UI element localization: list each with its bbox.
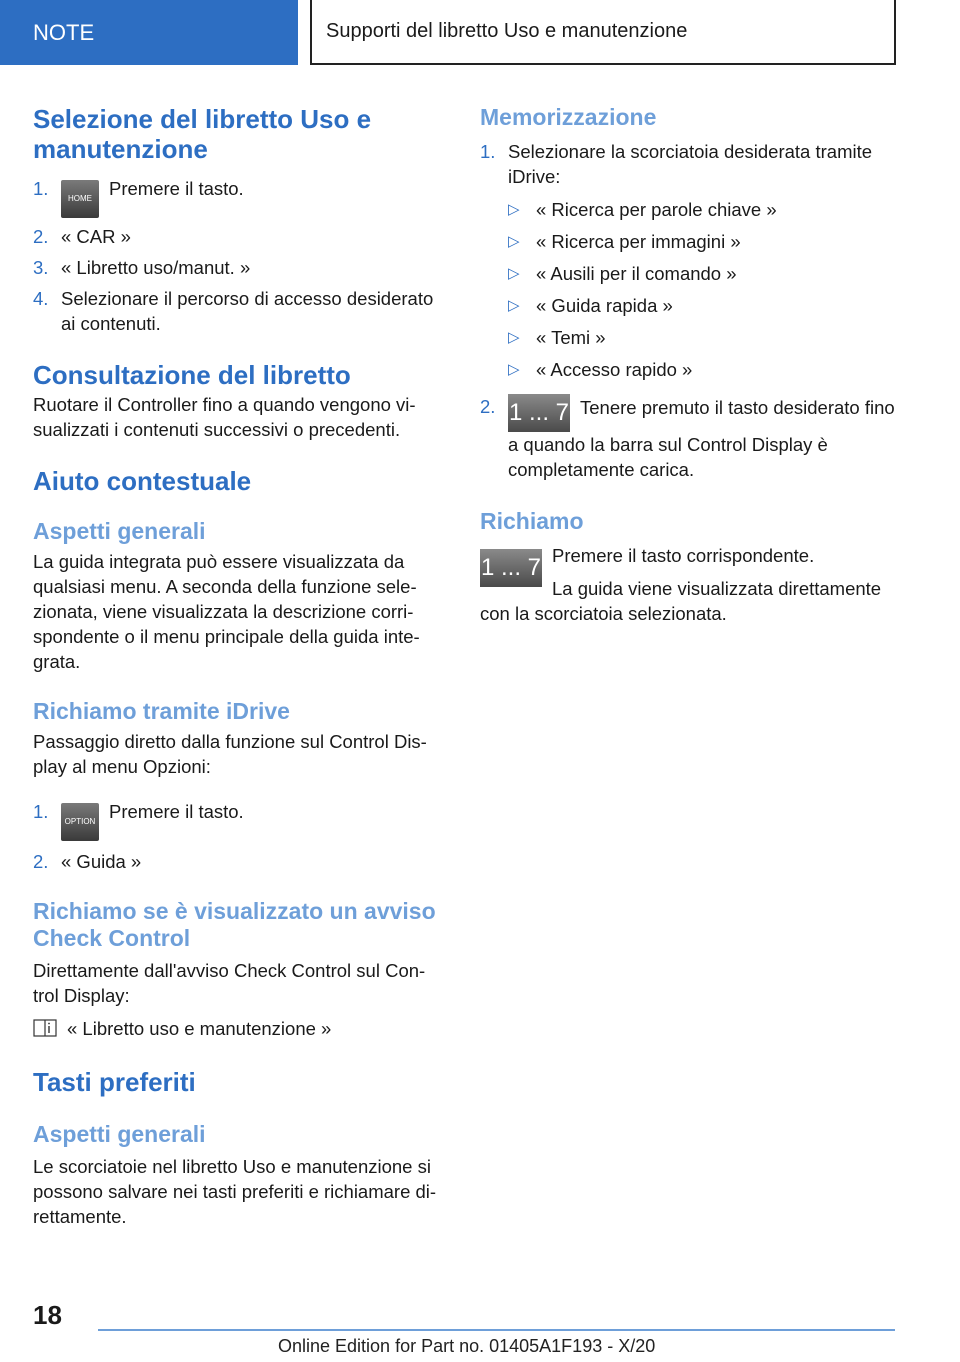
list-item	[508, 197, 910, 222]
check-control-item	[33, 1016, 445, 1041]
list-item	[33, 255, 445, 280]
bullet-text: « Accesso rapido »	[536, 359, 693, 380]
step-number: 1.	[33, 178, 49, 199]
book-info-icon	[33, 1018, 57, 1038]
triangle-bullet-icon: ▷	[508, 297, 520, 314]
subsection-title-richiamo: Richiamo	[480, 508, 584, 534]
step-text: Selezionare la scorciatoia desiderata tramite iDrive:	[508, 141, 873, 187]
tasti-text: Le scorciatoie nel libretto Uso e manutenzione si possono salvare nei tasti preferiti e richiamare di-rettamente.	[33, 1156, 437, 1227]
step-text: « Libretto uso/manut. »	[61, 257, 251, 278]
subsection-title-memorizzazione: Memorizzazione	[480, 104, 657, 130]
list-item	[33, 224, 445, 249]
step-text: « Guida »	[61, 851, 142, 872]
left-column	[33, 100, 445, 1229]
step-number: 1.	[33, 801, 49, 822]
page-number: 18	[33, 1300, 62, 1330]
triangle-bullet-icon: ▷	[508, 329, 520, 346]
subsection-title-aspetti-2: Aspetti generali	[33, 1121, 206, 1147]
triangle-bullet-icon: ▷	[508, 201, 520, 218]
list-item	[480, 394, 910, 482]
step-number: 2.	[480, 396, 496, 417]
footer-edition: Online Edition for Part no. 01405A1F193 - X/20	[278, 1336, 656, 1356]
richiamo-idrive-text: Passaggio diretto dalla funzione sul Control Dis-play al menu Opzioni:	[33, 731, 427, 777]
step-text: Premere il tasto.	[109, 801, 244, 822]
subsection-title-richiamo-idrive: Richiamo tramite iDrive	[33, 698, 290, 724]
section-title-tasti: Tasti preferiti	[33, 1067, 196, 1097]
bullet-text: « Temi »	[536, 327, 606, 348]
list-item	[33, 849, 445, 874]
richiamo-steps	[33, 799, 445, 874]
consultazione-text: Ruotare il Controller fino a quando vengono vi-sualizzati i contenuti successivi o precedenti.	[33, 394, 416, 440]
bullet-text: « Guida rapida »	[536, 295, 673, 316]
subsection-title-aspetti: Aspetti generali	[33, 518, 206, 544]
favorite-keys-icon: 1 ... 7	[480, 549, 542, 587]
check-control-item-text: « Libretto uso e manutenzione »	[67, 1018, 332, 1039]
list-item	[480, 139, 910, 382]
aspetti-text: La guida integrata può essere visualizzata da qualsiasi menu. A seconda della funzione sele-zionata, viene visualizzata la descrizione corri-spondente o il menu principale della guida inte-grata.	[33, 551, 420, 672]
step-number: 4.	[33, 288, 49, 309]
step-text: Tenere premuto il tasto desiderato fino a quando la barra sul Control Display è completamente carica.	[508, 397, 895, 480]
triangle-bullet-icon: ▷	[508, 233, 520, 250]
list-item	[508, 357, 910, 382]
step-number: 2.	[33, 226, 49, 247]
bullet-text: « Ricerca per immagini »	[536, 231, 741, 252]
subsection-title-check-control: Richiamo se è visualizzato un avviso Check Control	[33, 898, 436, 951]
step-text: Premere il tasto.	[109, 178, 244, 199]
list-item	[508, 325, 910, 350]
selezione-steps	[33, 176, 445, 336]
header-tab: NOTE	[0, 0, 298, 65]
section-title-consultazione: Consultazione del libretto	[33, 360, 351, 390]
option-key-icon: OPTION	[61, 803, 99, 841]
list-item	[508, 229, 910, 254]
section-title-aiuto: Aiuto contestuale	[33, 466, 252, 496]
bullet-text: « Ausili per il comando »	[536, 263, 737, 284]
triangle-bullet-icon: ▷	[508, 361, 520, 378]
list-item	[508, 293, 910, 318]
richiamo-text-1: Premere il tasto corrispondente.	[552, 545, 815, 566]
favorite-keys-icon: 1 ... 7	[508, 394, 570, 432]
bullet-text: « Ricerca per parole chiave »	[536, 199, 777, 220]
memorizzazione-steps	[480, 139, 910, 482]
header-title: Supporti del libretto Uso e manutenzione	[310, 0, 896, 65]
step-text: Selezionare il percorso di accesso desiderato ai contenuti.	[61, 288, 434, 334]
list-item	[33, 176, 445, 218]
list-item	[508, 261, 910, 286]
step-number: 2.	[33, 851, 49, 872]
section-title-selezione: Selezione del libretto Uso e manutenzione	[33, 104, 372, 164]
list-item	[33, 286, 445, 336]
step-number: 3.	[33, 257, 49, 278]
step-number: 1.	[480, 141, 496, 162]
richiamo-text-2: La guida viene visualizzata direttamente con la scorciatoia selezionata.	[480, 578, 882, 624]
right-column	[480, 100, 910, 626]
triangle-bullet-icon: ▷	[508, 265, 520, 282]
shortcut-options	[508, 197, 910, 382]
footer-divider	[98, 1329, 895, 1331]
check-control-text: Direttamente dall'avviso Check Control sul Con-trol Display:	[33, 960, 426, 1006]
step-text: « CAR »	[61, 226, 131, 247]
richiamo-block	[480, 543, 910, 626]
list-item	[33, 799, 445, 841]
home-key-icon: HOME	[61, 180, 99, 218]
